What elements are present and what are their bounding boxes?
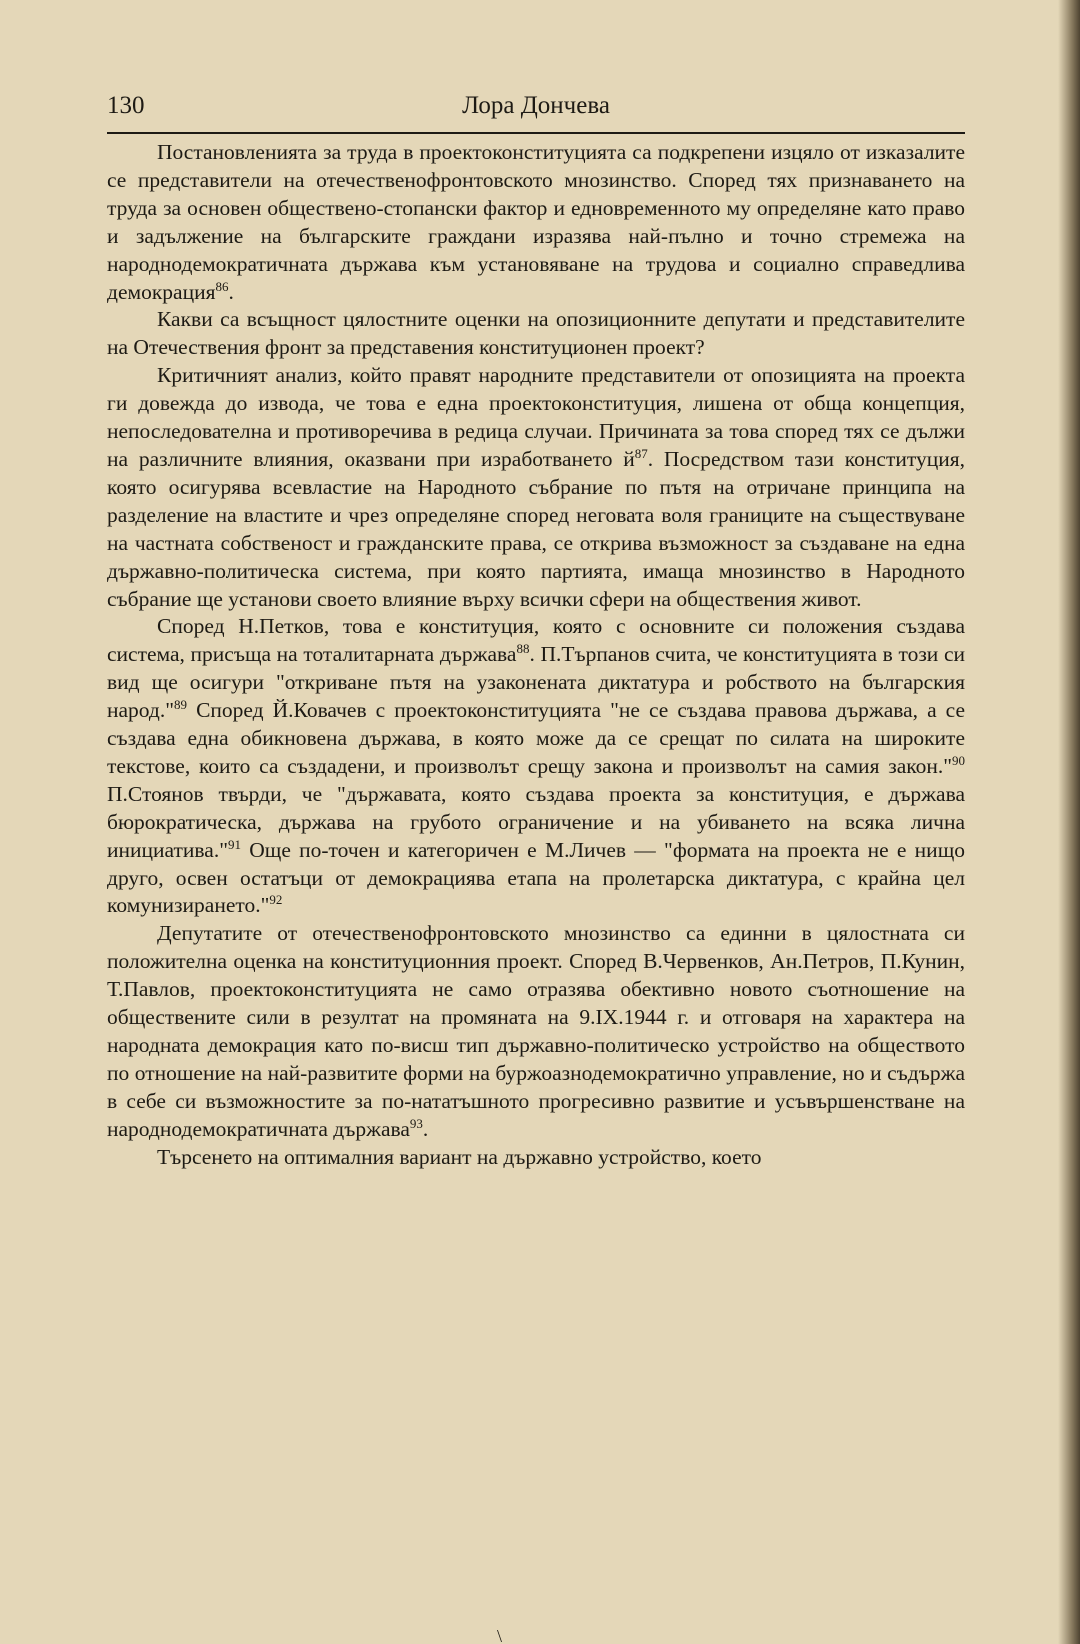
text-run: Депутатите от отечественофронтовското мнозинство са единни в цялостната си положителна оценка на конституционния проект. Според В.Червенков, Ан.Петров, П.Кунин, Т.Павлов, проектоконституцията не само отразява обективно новото съотношение на обществените сили в резултат на промяната на 9.IX.1944 г. и отговаря на характера на народната демокрация като по-висш тип държавно-политическо устройство на обществото по отношение на най-развитите форми на буржоазнодемократично управление, но и съдържа в себе си възможностите за по-нататъшното прогресивно развитие и усъвършенстване на народнодемократичната държава [107, 921, 965, 1141]
paragraph [107, 920, 965, 1143]
footnote-ref: 86 [215, 278, 229, 294]
paragraph [107, 362, 965, 613]
paragraph [107, 139, 965, 306]
footnote-ref: 87 [634, 445, 648, 461]
text-run: . Посредством тази конституция, която осигурява всевластие на Народното събрание по пътя на отричане принципа на разделение на властите и чрез определяне според неговата воля границите на съществуване на частната собственост и гражданските права, се открива възможност за създаване на една държавно-политическа система, при която партията, имаща мнозинство в Народното събрание ще установи своето влияние върху всички сфери на обществения живот. [107, 446, 965, 611]
running-title: Лора Дончева [462, 92, 610, 119]
text-run: Според Й.Ковачев с проектоконституцията "не се създава правова държава, а се създава една обикновена държава, в която може да се срещат по силата на широките текстове, които са създадени, и произволът срещу закона и произволът на самия закон." [107, 698, 965, 778]
footnote-ref: 90 [952, 752, 965, 768]
paragraph [107, 306, 965, 362]
text-run: Какви са всъщност цялостните оценки на опозиционните депутати и представителите на Отечествения фронт за представения конституционен проект? [107, 307, 965, 360]
footnote-ref: 91 [227, 836, 241, 852]
paragraph [107, 613, 965, 920]
page-number: 130 [107, 92, 145, 119]
text-run: Още по-точен и категоричен е М.Личев — "формата на проекта не е нищо друго, освен остатъци от демокрациява етапа на пролетарска диктатура, с крайна цел комунизирането." [107, 837, 965, 918]
header-rule [107, 132, 965, 134]
text-run: . [422, 1116, 429, 1141]
bottom-mark: \ [497, 1626, 503, 1644]
footnote-ref: 88 [516, 641, 530, 657]
page-header [107, 92, 965, 132]
footnote-ref: 89 [174, 696, 188, 712]
text-run: Критичният анализ, който правят народните представители от опозицията на проекта ги довежда до извода, че това е една проектоконституция, лишена от обща концепция, непоследователна и противоречива в редица случаи. Причината за това според тях се дължи на различните влияния, оказвани при изработването й [107, 363, 965, 471]
text-run: . П.Търпанов счита, че конституцията в този си вид ще осигури "откриване пътя на узаконената диктатура и робството на българския народ." [107, 642, 965, 723]
text-run: Постановленията за труда в проектоконституцията са подкрепени изцяло от изказалите се представители на отечественофронтовското мнозинство. Според тях признаването на труда за основен обществено-стопански фактор и едновременното му определяне като право и задължение на българските граждани изразява най-пълно и точно стремежа на народнодемократичната държава към установяване на трудова и социално справедлива демокрация [107, 140, 965, 304]
text-run: П.Стоянов твърди, че "държавата, която създава проекта за конституция, е държава бюрократическа, държава на грубото ограничение и на убиването на всяка лична инициатива." [107, 781, 965, 862]
text-run: Търсенето на оптималния вариант на държавно устройство, което [157, 1144, 762, 1169]
footnote-ref: 92 [269, 892, 283, 908]
spine-shadow [1058, 0, 1080, 1644]
body-text [107, 139, 965, 1172]
footnote-ref: 93 [409, 1115, 423, 1131]
text-run: . [228, 279, 234, 304]
paragraph [107, 1144, 965, 1172]
text-run: Според Н.Петков, това е конституция, която с основните си положения създава система, присъща на тоталитарната държава [107, 614, 965, 667]
